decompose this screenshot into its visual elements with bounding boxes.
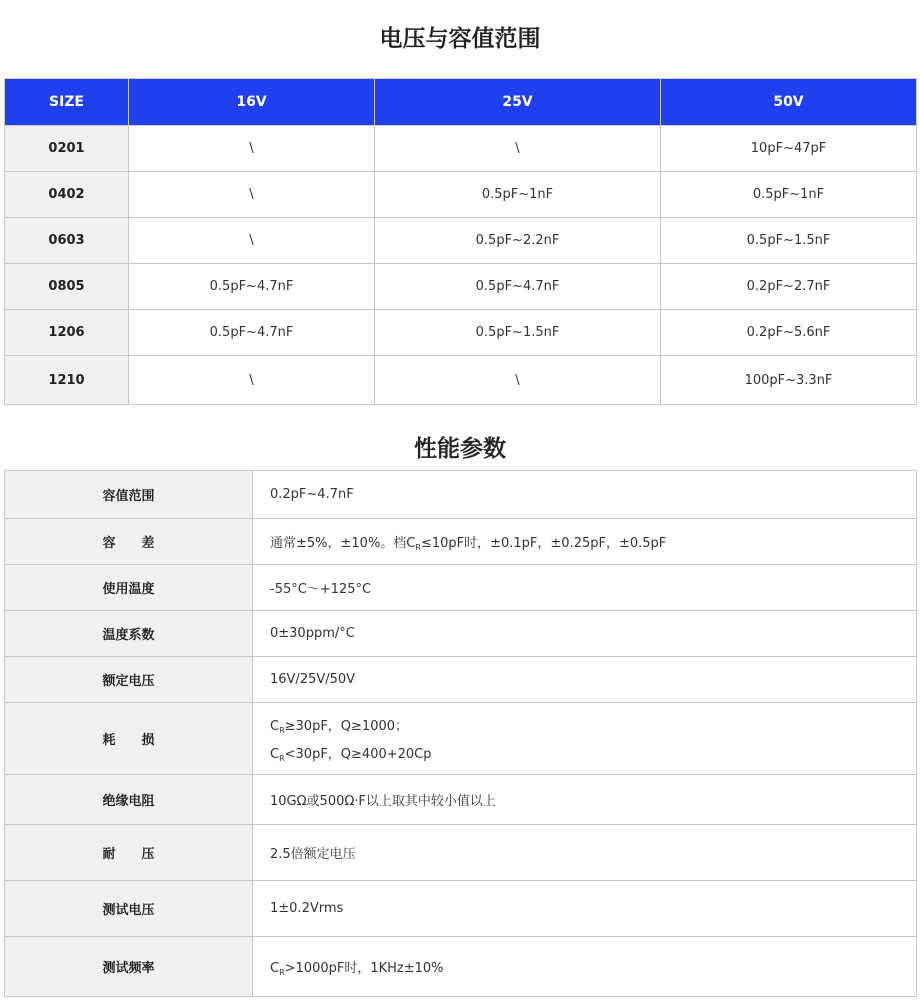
value-cell-25v: \ <box>375 356 661 405</box>
value-cell-50v: 10pF~47pF <box>661 126 917 172</box>
table-row <box>5 172 917 218</box>
param-value: 0±30ppm/°C <box>253 611 917 657</box>
header-16v: 16V <box>129 79 375 126</box>
param-label: 使用温度 <box>5 565 253 611</box>
param-value: 0.2pF~4.7nF <box>253 471 917 519</box>
value-text: C <box>270 718 280 734</box>
param-label: 温度系数 <box>5 611 253 657</box>
table-row <box>5 264 917 310</box>
value-cell-16v: 0.5pF~4.7nF <box>129 310 375 356</box>
param-label: 耗 损 <box>5 703 253 775</box>
subscript: R <box>415 542 421 552</box>
table-header-row <box>5 79 917 126</box>
size-cell: 1206 <box>5 310 129 356</box>
value-cell-16v: \ <box>129 356 375 405</box>
voltage-capacitance-title: 电压与容值范围 <box>379 26 541 52</box>
value-text: C <box>270 960 280 976</box>
table-row <box>5 471 917 519</box>
size-cell: 0603 <box>5 218 129 264</box>
performance-table <box>4 470 917 997</box>
param-label: 容 差 <box>5 519 253 565</box>
param-value <box>253 937 917 997</box>
value-cell-50v: 0.2pF~2.7nF <box>661 264 917 310</box>
value-cell-16v: \ <box>129 172 375 218</box>
param-value: 1±0.2Vrms <box>253 881 917 937</box>
table-row <box>5 775 917 825</box>
subscript: R <box>279 725 285 735</box>
table-row <box>5 825 917 881</box>
value-line-1 <box>270 719 408 734</box>
subscript: R <box>279 967 285 977</box>
value-cell-50v: 100pF~3.3nF <box>661 356 917 405</box>
table-row <box>5 657 917 703</box>
value-cell-50v: 0.5pF~1nF <box>661 172 917 218</box>
value-cell-25v: 0.5pF~2.2nF <box>375 218 661 264</box>
param-label: 测试电压 <box>5 881 253 937</box>
value-cell-25v: 0.5pF~1.5nF <box>375 310 661 356</box>
value-cell-50v: 0.5pF~1.5nF <box>661 218 917 264</box>
value-text: ≥30pF，Q≥1000； <box>284 718 409 734</box>
header-50v: 50V <box>661 79 917 126</box>
value-cell-25v: \ <box>375 126 661 172</box>
param-value <box>253 519 917 565</box>
value-text: ≤10pF时，±0.1pF，±0.25pF，±0.5pF <box>420 535 667 551</box>
param-value <box>253 703 917 775</box>
param-label: 绝缘电阻 <box>5 775 253 825</box>
table-row <box>5 881 917 937</box>
value-cell-16v: 0.5pF~4.7nF <box>129 264 375 310</box>
subscript: R <box>279 753 285 763</box>
value-text: C <box>270 746 280 762</box>
size-cell: 1210 <box>5 356 129 405</box>
value-text: >1000pF时，1KHz±10% <box>284 960 444 976</box>
header-size: SIZE <box>5 79 129 126</box>
size-cell: 0201 <box>5 126 129 172</box>
param-label: 额定电压 <box>5 657 253 703</box>
table-row <box>5 356 917 405</box>
param-value: -55°C～+125°C <box>253 565 917 611</box>
size-cell: 0402 <box>5 172 129 218</box>
param-value: 2.5倍额定电压 <box>253 825 917 881</box>
table-row <box>5 310 917 356</box>
value-cell-16v: \ <box>129 126 375 172</box>
param-label: 容值范围 <box>5 471 253 519</box>
size-cell: 0805 <box>5 264 129 310</box>
table-row <box>5 519 917 565</box>
table-row <box>5 703 917 775</box>
value-line-2 <box>270 743 916 763</box>
value-cell-50v: 0.2pF~5.6nF <box>661 310 917 356</box>
param-value: 10GΩ或500Ω·F以上取其中较小值以上 <box>253 775 917 825</box>
param-label: 测试频率 <box>5 937 253 997</box>
table-row <box>5 565 917 611</box>
table-row <box>5 611 917 657</box>
value-text: 通常±5%，±10%。档C <box>270 535 416 551</box>
table-row <box>5 937 917 997</box>
performance-title: 性能参数 <box>414 436 506 462</box>
header-25v: 25V <box>375 79 661 126</box>
param-value: 16V/25V/50V <box>253 657 917 703</box>
param-label: 耐 压 <box>5 825 253 881</box>
value-cell-25v: 0.5pF~1nF <box>375 172 661 218</box>
value-cell-25v: 0.5pF~4.7nF <box>375 264 661 310</box>
table-row <box>5 218 917 264</box>
voltage-capacitance-table <box>4 78 917 405</box>
value-text: <30pF，Q≥400+20Cp <box>284 746 432 762</box>
table-row <box>5 126 917 172</box>
value-cell-16v: \ <box>129 218 375 264</box>
